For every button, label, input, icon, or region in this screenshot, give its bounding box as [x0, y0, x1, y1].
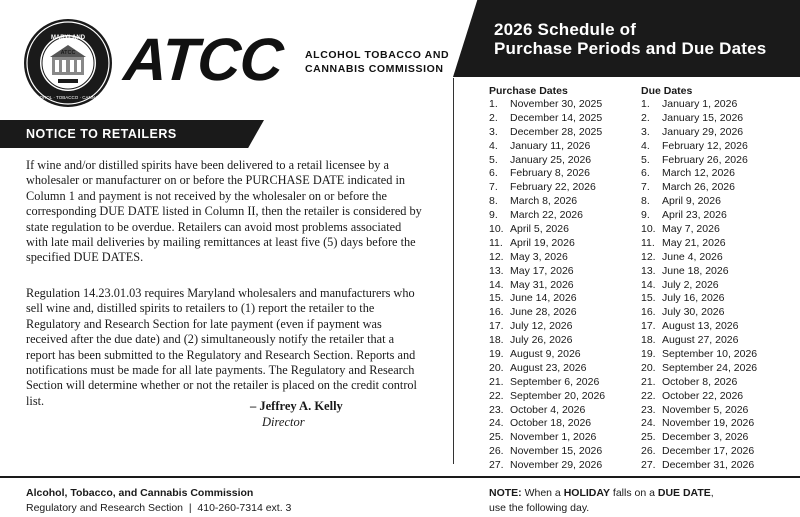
row-number: 22.	[489, 389, 504, 402]
purchase-date: December 28, 2025	[510, 125, 603, 138]
row-number: 11.	[641, 236, 655, 249]
due-date-row	[641, 181, 757, 195]
commission-line-1: ALCOHOL TOBACCO AND	[305, 49, 450, 61]
row-number: 6.	[489, 167, 498, 180]
due-date-row	[641, 376, 757, 390]
purchase-date-row	[489, 279, 605, 293]
purchase-date: November 30, 2025	[510, 98, 603, 110]
due-date: December 31, 2026	[662, 459, 755, 472]
row-number: 5.	[641, 153, 650, 166]
row-number: 6.	[641, 167, 650, 180]
purchase-date: October 4, 2026	[510, 403, 586, 416]
row-number: 5.	[489, 153, 498, 166]
due-date: September 10, 2026	[662, 348, 758, 361]
purchase-date-row	[489, 209, 605, 223]
row-number: 27.	[489, 459, 504, 472]
due-date-row	[641, 126, 757, 140]
purchase-date-row	[489, 320, 605, 334]
due-date-row	[641, 292, 757, 306]
due-date: November 19, 2026	[662, 417, 755, 430]
purchase-date-row	[489, 445, 605, 459]
purchase-date-row	[489, 431, 605, 445]
due-date: July 30, 2026	[662, 306, 725, 319]
purchase-date: March 8, 2026	[510, 195, 578, 208]
row-number: 27.	[641, 459, 656, 472]
svg-text:ALCOHOL · TOBACCO · CANNABIS: ALCOHOL · TOBACCO · CANNABIS	[30, 95, 106, 100]
row-number: 12.	[641, 250, 656, 263]
due-date: October 22, 2026	[662, 389, 744, 402]
commission-line-2: CANNABIS COMMISSION	[305, 63, 444, 75]
purchase-date-row	[489, 459, 605, 473]
purchase-date: July 26, 2026	[510, 334, 573, 347]
purchase-date-row	[489, 195, 605, 209]
purchase-date: May 3, 2026	[510, 250, 568, 263]
due-date-row	[641, 112, 757, 126]
purchase-date-row	[489, 181, 605, 195]
purchase-date: August 23, 2026	[510, 361, 587, 374]
purchase-date-row	[489, 265, 605, 279]
due-date-row	[641, 223, 757, 237]
due-date-row	[641, 306, 757, 320]
due-date-row	[641, 279, 757, 293]
due-date-row	[641, 195, 757, 209]
purchase-date: May 17, 2026	[510, 264, 574, 277]
row-number: 8.	[489, 195, 498, 208]
due-date: April 9, 2026	[662, 195, 721, 208]
due-date: August 13, 2026	[662, 320, 739, 333]
row-number: 21.	[489, 375, 504, 388]
purchase-date-row	[489, 404, 605, 418]
purchase-date: August 9, 2026	[510, 348, 581, 361]
purchase-date: December 14, 2025	[510, 111, 603, 124]
due-date: June 18, 2026	[662, 264, 729, 277]
footer-rule	[0, 476, 800, 478]
purchase-date: April 19, 2026	[510, 236, 575, 249]
row-number: 7.	[641, 181, 650, 194]
note-due-date: DUE DATE	[657, 487, 711, 499]
row-number: 7.	[489, 181, 498, 194]
purchase-dates-header: Purchase Dates	[489, 85, 568, 97]
row-number: 2.	[489, 111, 498, 124]
purchase-date-row	[489, 154, 605, 168]
due-date-row	[641, 404, 757, 418]
due-date-row	[641, 334, 757, 348]
purchase-date: May 31, 2026	[510, 278, 574, 291]
schedule-title-line-2: Purchase Periods and Due Dates	[494, 38, 767, 58]
purchase-date-row	[489, 348, 605, 362]
due-date: April 23, 2026	[662, 209, 727, 222]
due-date-row	[641, 362, 757, 376]
row-number: 9.	[489, 209, 498, 222]
due-date-row	[641, 154, 757, 168]
purchase-date: November 15, 2026	[510, 445, 603, 458]
due-date: December 3, 2026	[662, 431, 749, 444]
footer-organization: Alcohol, Tobacco, and Cannabis Commission	[26, 487, 254, 499]
purchase-date-row	[489, 334, 605, 348]
row-number: 21.	[641, 375, 656, 388]
due-date-row	[641, 237, 757, 251]
due-date: June 4, 2026	[662, 250, 723, 263]
due-date: March 26, 2026	[662, 181, 735, 194]
notice-paragraph-1: If wine and/or distilled spirits have been delivered to a retail licensee by a wholesaler or manufacturer on or before the PURCHASE DATE indicated in Column 1 and payment is not received by the wholesaler on or before the corresponding DUE DATE listed in Column II, then the retailer is considered by state regulation to be overdue. Retailers can avoid most problems associated with late mail deliveries by mailing remittances at least five (5) days before the specified DUE DATES.	[26, 158, 422, 265]
row-number: 19.	[641, 348, 656, 361]
row-number: 1.	[641, 98, 650, 110]
row-number: 3.	[489, 125, 498, 138]
notice-paragraph-2: Regulation 14.23.01.03 requires Maryland wholesalers and manufacturers who sell wine and, distilled spirits to retailers to (1) report the retailer to the Regulatory and Research Section for late payment (even if payment was received after the due date) and (2) simultaneously notify the retailer that a report has been submitted to the Regulatory and Research Section. Reports and notifications must be made for all late payments. The Regulatory and Research Section will determine whether or not the retailer is placed on the credit control list.	[26, 286, 417, 408]
brand-wordmark: ATCC	[121, 26, 285, 93]
purchase-date: January 25, 2026	[510, 153, 592, 166]
due-date: July 2, 2026	[662, 278, 719, 291]
row-number: 11.	[489, 236, 503, 249]
due-date-row	[641, 265, 757, 279]
row-number: 4.	[489, 139, 498, 152]
row-number: 18.	[641, 334, 656, 347]
row-number: 14.	[489, 278, 504, 291]
row-number: 20.	[641, 361, 656, 374]
due-date-row	[641, 431, 757, 445]
due-date: May 21, 2026	[662, 236, 726, 249]
purchase-date-row	[489, 112, 605, 126]
commission-name	[305, 48, 449, 76]
note-text-b: falls on a	[610, 487, 658, 499]
due-date: September 24, 2026	[662, 361, 758, 374]
row-number: 8.	[641, 195, 650, 208]
due-date-row	[641, 417, 757, 431]
purchase-date-row	[489, 306, 605, 320]
due-date: February 12, 2026	[662, 139, 748, 152]
row-number: 2.	[641, 111, 650, 124]
purchase-date: July 12, 2026	[510, 320, 573, 333]
row-number: 12.	[489, 250, 504, 263]
row-number: 17.	[641, 320, 656, 333]
row-number: 9.	[641, 209, 650, 222]
row-number: 26.	[489, 445, 504, 458]
purchase-date: June 28, 2026	[510, 306, 577, 319]
purchase-date-row	[489, 126, 605, 140]
purchase-date: February 8, 2026	[510, 167, 590, 180]
note-holiday: HOLIDAY	[563, 487, 610, 499]
row-number: 13.	[489, 264, 504, 277]
due-date-row	[641, 209, 757, 223]
footer-holiday-note-line-2: use the following day.	[489, 502, 590, 514]
row-number: 15.	[641, 292, 656, 305]
row-number: 10.	[489, 223, 504, 236]
row-number: 23.	[641, 403, 656, 416]
purchase-date-row	[489, 376, 605, 390]
row-number: 1.	[489, 98, 498, 110]
row-number: 13.	[641, 264, 656, 277]
row-number: 15.	[489, 292, 504, 305]
due-date: May 7, 2026	[662, 223, 720, 236]
schedule-title-line-1: 2026 Schedule of	[494, 20, 637, 39]
purchase-date: April 5, 2026	[510, 223, 569, 236]
purchase-date: June 14, 2026	[510, 292, 577, 305]
notice-title: NOTICE TO RETAILERS	[26, 127, 177, 141]
due-date-row	[641, 167, 757, 181]
purchase-date-row	[489, 98, 605, 112]
due-date: July 16, 2026	[662, 292, 725, 305]
due-date-row	[641, 140, 757, 154]
row-number: 26.	[641, 445, 656, 458]
row-number: 14.	[641, 278, 656, 291]
purchase-date: January 11, 2026	[510, 139, 591, 152]
purchase-date: November 1, 2026	[510, 431, 597, 444]
footer-department-phone: Regulatory and Research Section | 410-260-7314 ext. 3	[26, 502, 292, 514]
signature-title: Director	[262, 415, 305, 429]
purchase-date: October 18, 2026	[510, 417, 592, 430]
row-number: 3.	[641, 125, 650, 138]
row-number: 16.	[489, 306, 504, 319]
note-text-a: When a	[521, 487, 564, 499]
purchase-dates-list	[489, 98, 605, 473]
due-dates-header: Due Dates	[641, 85, 693, 97]
row-number: 19.	[489, 348, 504, 361]
row-number: 16.	[641, 306, 656, 319]
row-number: 23.	[489, 403, 504, 416]
due-date: December 17, 2026	[662, 445, 755, 458]
due-date: February 26, 2026	[662, 153, 748, 166]
due-date: August 27, 2026	[662, 334, 739, 347]
purchase-date-row	[489, 251, 605, 265]
purchase-date-row	[489, 223, 605, 237]
due-date-row	[641, 251, 757, 265]
atcc-seal-logo	[22, 17, 114, 109]
due-date: November 5, 2026	[662, 403, 749, 416]
purchase-date: September 6, 2026	[510, 375, 600, 388]
row-number: 10.	[641, 223, 656, 236]
due-date: October 8, 2026	[662, 375, 738, 388]
purchase-date: February 22, 2026	[510, 181, 596, 194]
due-date: January 29, 2026	[662, 125, 744, 138]
row-number: 24.	[489, 417, 504, 430]
row-number: 24.	[641, 417, 656, 430]
purchase-date: March 22, 2026	[510, 209, 583, 222]
purchase-date: September 20, 2026	[510, 389, 606, 402]
row-number: 18.	[489, 334, 504, 347]
column-divider	[453, 78, 454, 464]
row-number: 17.	[489, 320, 504, 333]
purchase-date-row	[489, 390, 605, 404]
due-date-row	[641, 348, 757, 362]
row-number: 20.	[489, 361, 504, 374]
due-dates-list	[641, 98, 757, 473]
due-date-row	[641, 459, 757, 473]
svg-text:MARYLAND: MARYLAND	[50, 35, 86, 41]
due-date: January 15, 2026	[662, 111, 744, 124]
purchase-date-row	[489, 417, 605, 431]
row-number: 4.	[641, 139, 650, 152]
purchase-date: November 29, 2026	[510, 459, 603, 472]
due-date: January 1, 2026	[662, 98, 738, 110]
schedule-title	[494, 21, 766, 58]
note-label: NOTE:	[489, 487, 522, 499]
svg-text:ATCC: ATCC	[60, 50, 76, 56]
footer-holiday-note	[489, 487, 714, 499]
due-date-row	[641, 445, 757, 459]
row-number: 25.	[641, 431, 656, 444]
row-number: 22.	[641, 389, 656, 402]
purchase-date-row	[489, 292, 605, 306]
due-date-row	[641, 98, 757, 112]
due-date-row	[641, 320, 757, 334]
purchase-date-row	[489, 167, 605, 181]
purchase-date-row	[489, 140, 605, 154]
purchase-date-row	[489, 237, 605, 251]
signature-name: – Jeffrey A. Kelly	[250, 399, 343, 413]
row-number: 25.	[489, 431, 504, 444]
note-text-c: ,	[710, 487, 714, 499]
purchase-date-row	[489, 362, 605, 376]
due-date-row	[641, 390, 757, 404]
due-date: March 12, 2026	[662, 167, 735, 180]
